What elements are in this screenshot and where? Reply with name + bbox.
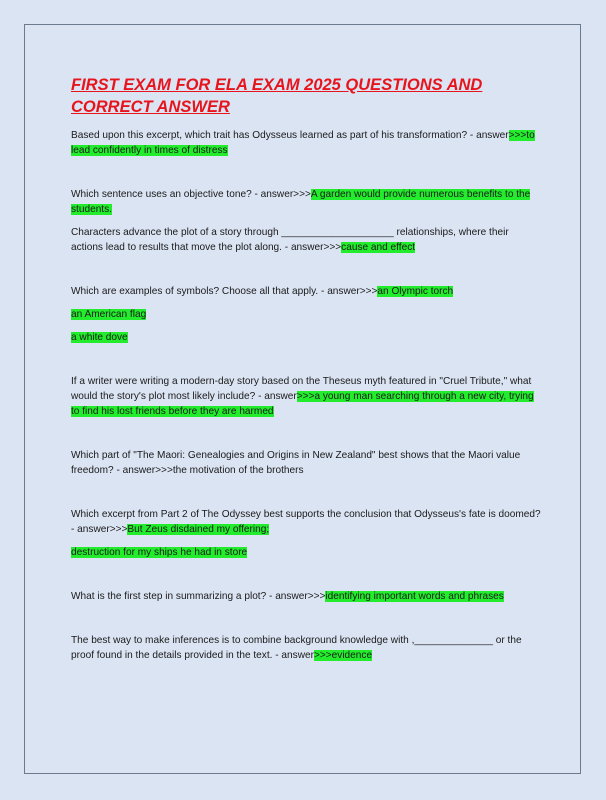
answer-option — [71, 545, 541, 560]
answer-highlight: >>>to lead confidently in times of distress — [71, 130, 535, 156]
document-title: FIRST EXAM FOR ELA EXAM 2025 QUESTIONS AND CORRECT ANSWER — [71, 76, 483, 116]
answer-highlight: >>>evidence — [313, 650, 373, 661]
answer-highlight: identifying important words and phrases — [325, 591, 504, 602]
qa-item-4 — [71, 284, 541, 299]
question-text: Which part of "The Maori: Genealogies and Origins in New Zealand" best shows that the Maori value freedom? - answer>>>the motivation of the brothers — [71, 450, 521, 476]
qa-item-5 — [71, 374, 541, 419]
answer-highlight: A garden would provide numerous benefits to the students. — [71, 189, 531, 215]
question-text: Which excerpt from Part 2 of The Odyssey best supports the conclusion that Odysseus's fate is doomed? - answer>>> — [71, 509, 541, 535]
question-text: Which sentence uses an objective tone? - answer>>> — [71, 189, 311, 200]
answer-highlight: >>>a young man searching through a new city, trying to find his lost friends before they are harmed — [71, 391, 534, 417]
question-text: If a writer were writing a modern-day story based on the Theseus myth featured in "Cruel Tribute," what would the story's plot most likely include? - answer — [71, 376, 532, 402]
question-text: Based upon this excerpt, which trait has Odysseus learned as part of his transformation? - answer — [71, 130, 509, 141]
qa-item-9 — [71, 633, 541, 663]
question-text: Which are examples of symbols? Choose all that apply. - answer>>> — [71, 286, 378, 297]
answer-highlight: cause and effect — [341, 242, 416, 253]
qa-item-6 — [71, 448, 541, 478]
qa-item-3 — [71, 225, 541, 255]
qa-item-2 — [71, 187, 541, 217]
document-body — [71, 70, 541, 663]
qa-item-7 — [71, 507, 541, 537]
question-text: What is the first step in summarizing a plot? - answer>>> — [71, 591, 326, 602]
answer-option — [71, 307, 541, 322]
answer-highlight: a white dove — [71, 332, 128, 343]
qa-item-8 — [71, 589, 541, 604]
qa-item-1 — [71, 128, 541, 158]
answer-highlight: But Zeus disdained my offering; — [127, 524, 270, 535]
answer-option — [71, 330, 541, 345]
answer-highlight: destruction for my ships he had in store — [71, 547, 248, 558]
question-text: The best way to make inferences is to combine background knowledge with ,______________ or the proof found in the details provided in the text. - answer — [71, 635, 522, 661]
question-text: Characters advance the plot of a story through ____________________ relationships, where their actions lead to results that move the plot along. - answer>>> — [71, 227, 509, 253]
answer-highlight: an American flag — [71, 309, 147, 320]
answer-highlight: an Olympic torch — [377, 286, 454, 297]
